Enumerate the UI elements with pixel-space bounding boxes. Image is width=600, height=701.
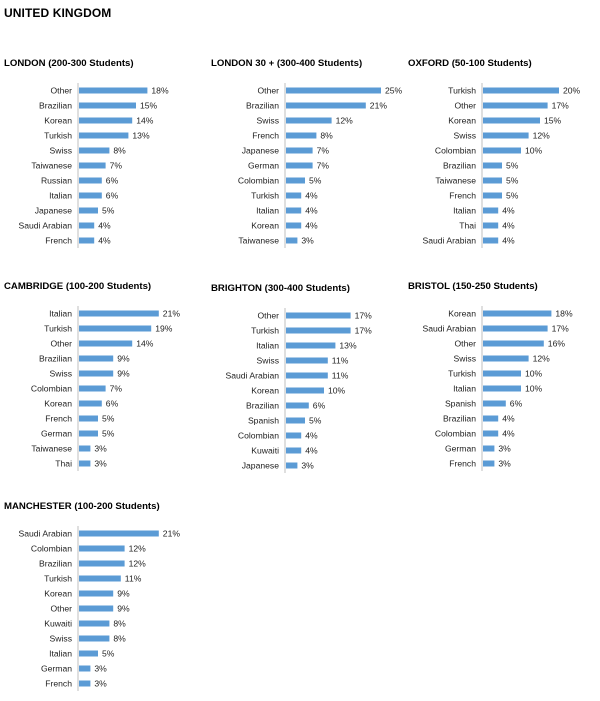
- chart-panel-oxford: [408, 58, 600, 258]
- category-label: Other: [50, 338, 72, 349]
- value-label: 4%: [305, 205, 318, 216]
- bar: [483, 223, 498, 229]
- value-label: 5%: [506, 160, 519, 171]
- bar: [79, 431, 98, 437]
- category-label: Other: [257, 85, 279, 96]
- bar: [286, 313, 351, 319]
- bar: [79, 621, 109, 627]
- value-label: 10%: [525, 145, 543, 156]
- category-label: French: [45, 235, 72, 246]
- bar: [483, 371, 521, 377]
- category-label: Swiss: [49, 145, 72, 156]
- bar: [286, 463, 297, 469]
- bar: [286, 178, 305, 184]
- category-label: French: [45, 413, 72, 424]
- chart-panel-bristol: [408, 281, 600, 481]
- value-label: 17%: [551, 100, 569, 111]
- category-label: Colombian: [434, 428, 476, 439]
- value-label: 12%: [532, 130, 550, 141]
- bar: [79, 461, 90, 467]
- category-label: Thai: [55, 458, 72, 469]
- value-label: 5%: [506, 190, 519, 201]
- category-label: Other: [50, 603, 72, 614]
- category-label: Italian: [49, 308, 72, 319]
- category-label: Colombian: [30, 543, 72, 554]
- value-label: 7%: [109, 160, 123, 171]
- category-label: Colombian: [237, 175, 279, 186]
- category-label: Saudi Arabian: [422, 323, 476, 334]
- bar: [483, 326, 548, 332]
- bar: [286, 373, 328, 379]
- bar: [79, 576, 121, 582]
- category-label: Italian: [49, 190, 72, 201]
- value-label: 10%: [525, 383, 543, 394]
- category-label: Turkish: [44, 323, 72, 334]
- value-label: 10%: [525, 368, 543, 379]
- value-label: 25%: [385, 85, 403, 96]
- bar: [286, 238, 297, 244]
- bar: [79, 193, 102, 199]
- value-label: 15%: [140, 100, 158, 111]
- bar: [483, 446, 494, 452]
- chart-title: OXFORD (50-100 Students): [408, 58, 532, 69]
- value-label: 21%: [369, 100, 388, 111]
- category-label: Spanish: [247, 415, 279, 426]
- bar: [286, 343, 335, 349]
- bar: [483, 193, 502, 199]
- category-label: Italian: [256, 340, 279, 351]
- category-label: Brazilian: [246, 400, 279, 411]
- bar: [483, 401, 506, 407]
- category-label: Swiss: [49, 633, 72, 644]
- bar: [483, 238, 498, 244]
- value-label: 4%: [305, 445, 318, 456]
- value-label: 5%: [506, 175, 519, 186]
- chart-panel-manchester: [4, 501, 204, 701]
- value-label: 7%: [316, 145, 330, 156]
- bar: [483, 311, 551, 317]
- category-label: Taiwanese: [238, 235, 279, 246]
- category-label: Korean: [44, 588, 72, 599]
- bar: [79, 341, 132, 347]
- bar: [79, 681, 90, 687]
- value-label: 5%: [102, 205, 115, 216]
- category-label: French: [449, 190, 476, 201]
- category-label: Saudi Arabian: [18, 220, 72, 231]
- bar: [79, 546, 125, 552]
- category-label: Japanese: [241, 145, 279, 156]
- value-label: 8%: [113, 145, 126, 156]
- bar: [79, 561, 125, 567]
- bar: [79, 163, 106, 169]
- bar: [79, 223, 94, 229]
- bar: [79, 208, 98, 214]
- bar: [483, 416, 498, 422]
- category-label: Swiss: [256, 355, 279, 366]
- bar: [286, 328, 351, 334]
- bar: [483, 163, 502, 169]
- category-label: Korean: [44, 115, 72, 126]
- value-label: 4%: [502, 235, 515, 246]
- value-label: 8%: [320, 130, 333, 141]
- bar-chart-london-30-plus: [211, 83, 411, 252]
- bar-chart-oxford: [408, 83, 600, 252]
- category-label: Korean: [251, 220, 279, 231]
- value-label: 5%: [309, 175, 322, 186]
- bar: [286, 163, 313, 169]
- bar: [483, 88, 559, 94]
- category-label: Saudi Arabian: [18, 528, 72, 539]
- category-label: Italian: [453, 205, 476, 216]
- value-label: 3%: [301, 460, 314, 471]
- bar-chart-bristol: [408, 306, 600, 475]
- bar: [286, 403, 309, 409]
- value-label: 12%: [128, 543, 146, 554]
- bar: [79, 371, 113, 377]
- value-label: 12%: [335, 115, 353, 126]
- category-label: Saudi Arabian: [225, 370, 279, 381]
- chart-title: BRISTOL (150-250 Students): [408, 281, 538, 292]
- bar: [286, 448, 301, 454]
- bar: [483, 133, 529, 139]
- category-label: Taiwanese: [31, 160, 72, 171]
- value-label: 3%: [94, 663, 107, 674]
- value-label: 7%: [109, 383, 123, 394]
- value-label: 4%: [305, 220, 318, 231]
- bar: [483, 386, 521, 392]
- value-label: 17%: [354, 310, 372, 321]
- value-label: 9%: [117, 588, 130, 599]
- category-label: Other: [257, 310, 279, 321]
- category-label: Turkish: [251, 190, 279, 201]
- bar: [483, 356, 529, 362]
- category-label: Swiss: [453, 353, 476, 364]
- value-label: 4%: [502, 220, 515, 231]
- bar: [79, 326, 151, 332]
- value-label: 14%: [136, 338, 154, 349]
- value-label: 5%: [309, 415, 322, 426]
- value-label: 12%: [532, 353, 550, 364]
- category-label: Japanese: [34, 205, 72, 216]
- value-label: 21%: [162, 308, 181, 319]
- bar: [79, 606, 113, 612]
- value-label: 4%: [98, 220, 111, 231]
- bar: [286, 88, 381, 94]
- value-label: 18%: [151, 85, 169, 96]
- category-label: Turkish: [44, 130, 72, 141]
- bar: [79, 446, 90, 452]
- chart-title: BRIGHTON (300-400 Students): [211, 283, 350, 294]
- value-label: 6%: [105, 398, 119, 409]
- chart-title: CAMBRIDGE (100-200 Students): [4, 281, 152, 292]
- category-label: Brazilian: [39, 558, 72, 569]
- bar: [286, 193, 301, 199]
- value-label: 9%: [117, 353, 130, 364]
- bar: [286, 103, 366, 109]
- bar: [79, 148, 109, 154]
- bar: [483, 431, 498, 437]
- value-label: 18%: [555, 308, 573, 319]
- chart-title: LONDON (200-300 Students): [4, 58, 134, 69]
- bar: [79, 386, 106, 392]
- value-label: 11%: [124, 573, 142, 584]
- category-label: Brazilian: [443, 160, 476, 171]
- category-label: Swiss: [453, 130, 476, 141]
- value-label: 17%: [551, 323, 569, 334]
- category-label: Swiss: [49, 368, 72, 379]
- chart-panel-brighton: [211, 283, 411, 483]
- bar: [286, 433, 301, 439]
- bar: [286, 418, 305, 424]
- category-label: Other: [454, 338, 476, 349]
- category-label: Korean: [448, 115, 476, 126]
- value-label: 3%: [94, 443, 107, 454]
- category-label: Russian: [40, 175, 72, 186]
- category-label: German: [247, 160, 279, 171]
- value-label: 5%: [102, 413, 115, 424]
- bar: [79, 133, 128, 139]
- category-label: Korean: [448, 308, 476, 319]
- page-title: UNITED KINGDOM: [4, 6, 112, 20]
- value-label: 19%: [155, 323, 173, 334]
- bar: [286, 388, 324, 394]
- category-label: Colombian: [237, 430, 279, 441]
- category-label: Saudi Arabian: [422, 235, 476, 246]
- value-label: 11%: [331, 355, 349, 366]
- value-label: 8%: [113, 618, 126, 629]
- value-label: 5%: [102, 648, 115, 659]
- bar: [79, 88, 147, 94]
- category-label: Korean: [44, 398, 72, 409]
- value-label: 6%: [509, 398, 523, 409]
- category-label: Turkish: [251, 325, 279, 336]
- bar: [79, 238, 94, 244]
- bar: [286, 358, 328, 364]
- value-label: 16%: [547, 338, 566, 349]
- chart-panel-cambridge: [4, 281, 204, 481]
- value-label: 13%: [339, 340, 357, 351]
- bar: [79, 416, 98, 422]
- bar: [79, 666, 90, 672]
- value-label: 4%: [502, 413, 515, 424]
- category-label: German: [40, 428, 72, 439]
- value-label: 3%: [498, 458, 511, 469]
- category-label: Colombian: [30, 383, 72, 394]
- bar: [79, 118, 132, 124]
- category-label: Other: [50, 85, 72, 96]
- category-label: French: [45, 678, 72, 689]
- bar: [79, 591, 113, 597]
- value-label: 4%: [305, 190, 318, 201]
- bar: [483, 103, 548, 109]
- value-label: 6%: [312, 400, 326, 411]
- bar-chart-brighton: [211, 308, 411, 477]
- category-label: Taiwanese: [31, 443, 72, 454]
- category-label: Turkish: [448, 85, 476, 96]
- value-label: 15%: [544, 115, 562, 126]
- bar-chart-cambridge: [4, 306, 204, 475]
- category-label: Italian: [49, 648, 72, 659]
- category-label: Turkish: [448, 368, 476, 379]
- bar: [286, 118, 332, 124]
- value-label: 4%: [98, 235, 111, 246]
- value-label: 14%: [136, 115, 154, 126]
- bar: [483, 118, 540, 124]
- bar: [483, 341, 544, 347]
- category-label: Brazilian: [246, 100, 279, 111]
- value-label: 20%: [563, 85, 581, 96]
- bar: [79, 103, 136, 109]
- bar: [483, 178, 502, 184]
- category-label: Italian: [256, 205, 279, 216]
- bar: [79, 311, 159, 317]
- value-label: 6%: [105, 175, 119, 186]
- category-label: Brazilian: [443, 413, 476, 424]
- value-label: 21%: [162, 528, 181, 539]
- value-label: 10%: [328, 385, 346, 396]
- chart-panel-london-30-plus: [211, 58, 411, 258]
- value-label: 9%: [117, 603, 130, 614]
- value-label: 4%: [502, 205, 515, 216]
- value-label: 6%: [105, 190, 119, 201]
- value-label: 3%: [498, 443, 511, 454]
- category-label: Spanish: [444, 398, 476, 409]
- bar: [483, 208, 498, 214]
- category-label: Brazilian: [39, 353, 72, 364]
- bar: [79, 636, 109, 642]
- value-label: 3%: [301, 235, 314, 246]
- bar: [286, 208, 301, 214]
- bar: [483, 148, 521, 154]
- category-label: Japanese: [241, 460, 279, 471]
- value-label: 12%: [128, 558, 146, 569]
- category-label: Turkish: [44, 573, 72, 584]
- category-label: German: [444, 443, 476, 454]
- value-label: 7%: [316, 160, 330, 171]
- bar: [79, 178, 102, 184]
- category-label: Italian: [453, 383, 476, 394]
- category-label: Colombian: [434, 145, 476, 156]
- bar: [79, 401, 102, 407]
- bar: [286, 223, 301, 229]
- bar: [483, 461, 494, 467]
- value-label: 4%: [502, 428, 515, 439]
- value-label: 5%: [102, 428, 115, 439]
- bar-chart-manchester: [4, 526, 204, 695]
- category-label: Thai: [459, 220, 476, 231]
- category-label: Brazilian: [39, 100, 72, 111]
- chart-panel-london: [4, 58, 204, 258]
- chart-title: MANCHESTER (100-200 Students): [4, 501, 160, 512]
- bar: [79, 651, 98, 657]
- value-label: 13%: [132, 130, 150, 141]
- category-label: Other: [454, 100, 476, 111]
- category-label: French: [252, 130, 279, 141]
- bar: [286, 133, 316, 139]
- bar: [79, 531, 159, 537]
- value-label: 17%: [354, 325, 372, 336]
- category-label: French: [449, 458, 476, 469]
- bar-chart-london: [4, 83, 204, 252]
- value-label: 3%: [94, 678, 107, 689]
- bar: [286, 148, 313, 154]
- category-label: Kuwaiti: [251, 445, 279, 456]
- category-label: Taiwanese: [435, 175, 476, 186]
- category-label: Kuwaiti: [44, 618, 72, 629]
- value-label: 8%: [113, 633, 126, 644]
- bar: [79, 356, 113, 362]
- value-label: 4%: [305, 430, 318, 441]
- category-label: Swiss: [256, 115, 279, 126]
- value-label: 9%: [117, 368, 130, 379]
- value-label: 11%: [331, 370, 349, 381]
- chart-title: LONDON 30 + (300-400 Students): [211, 58, 363, 69]
- value-label: 3%: [94, 458, 107, 469]
- category-label: Korean: [251, 385, 279, 396]
- category-label: German: [40, 663, 72, 674]
